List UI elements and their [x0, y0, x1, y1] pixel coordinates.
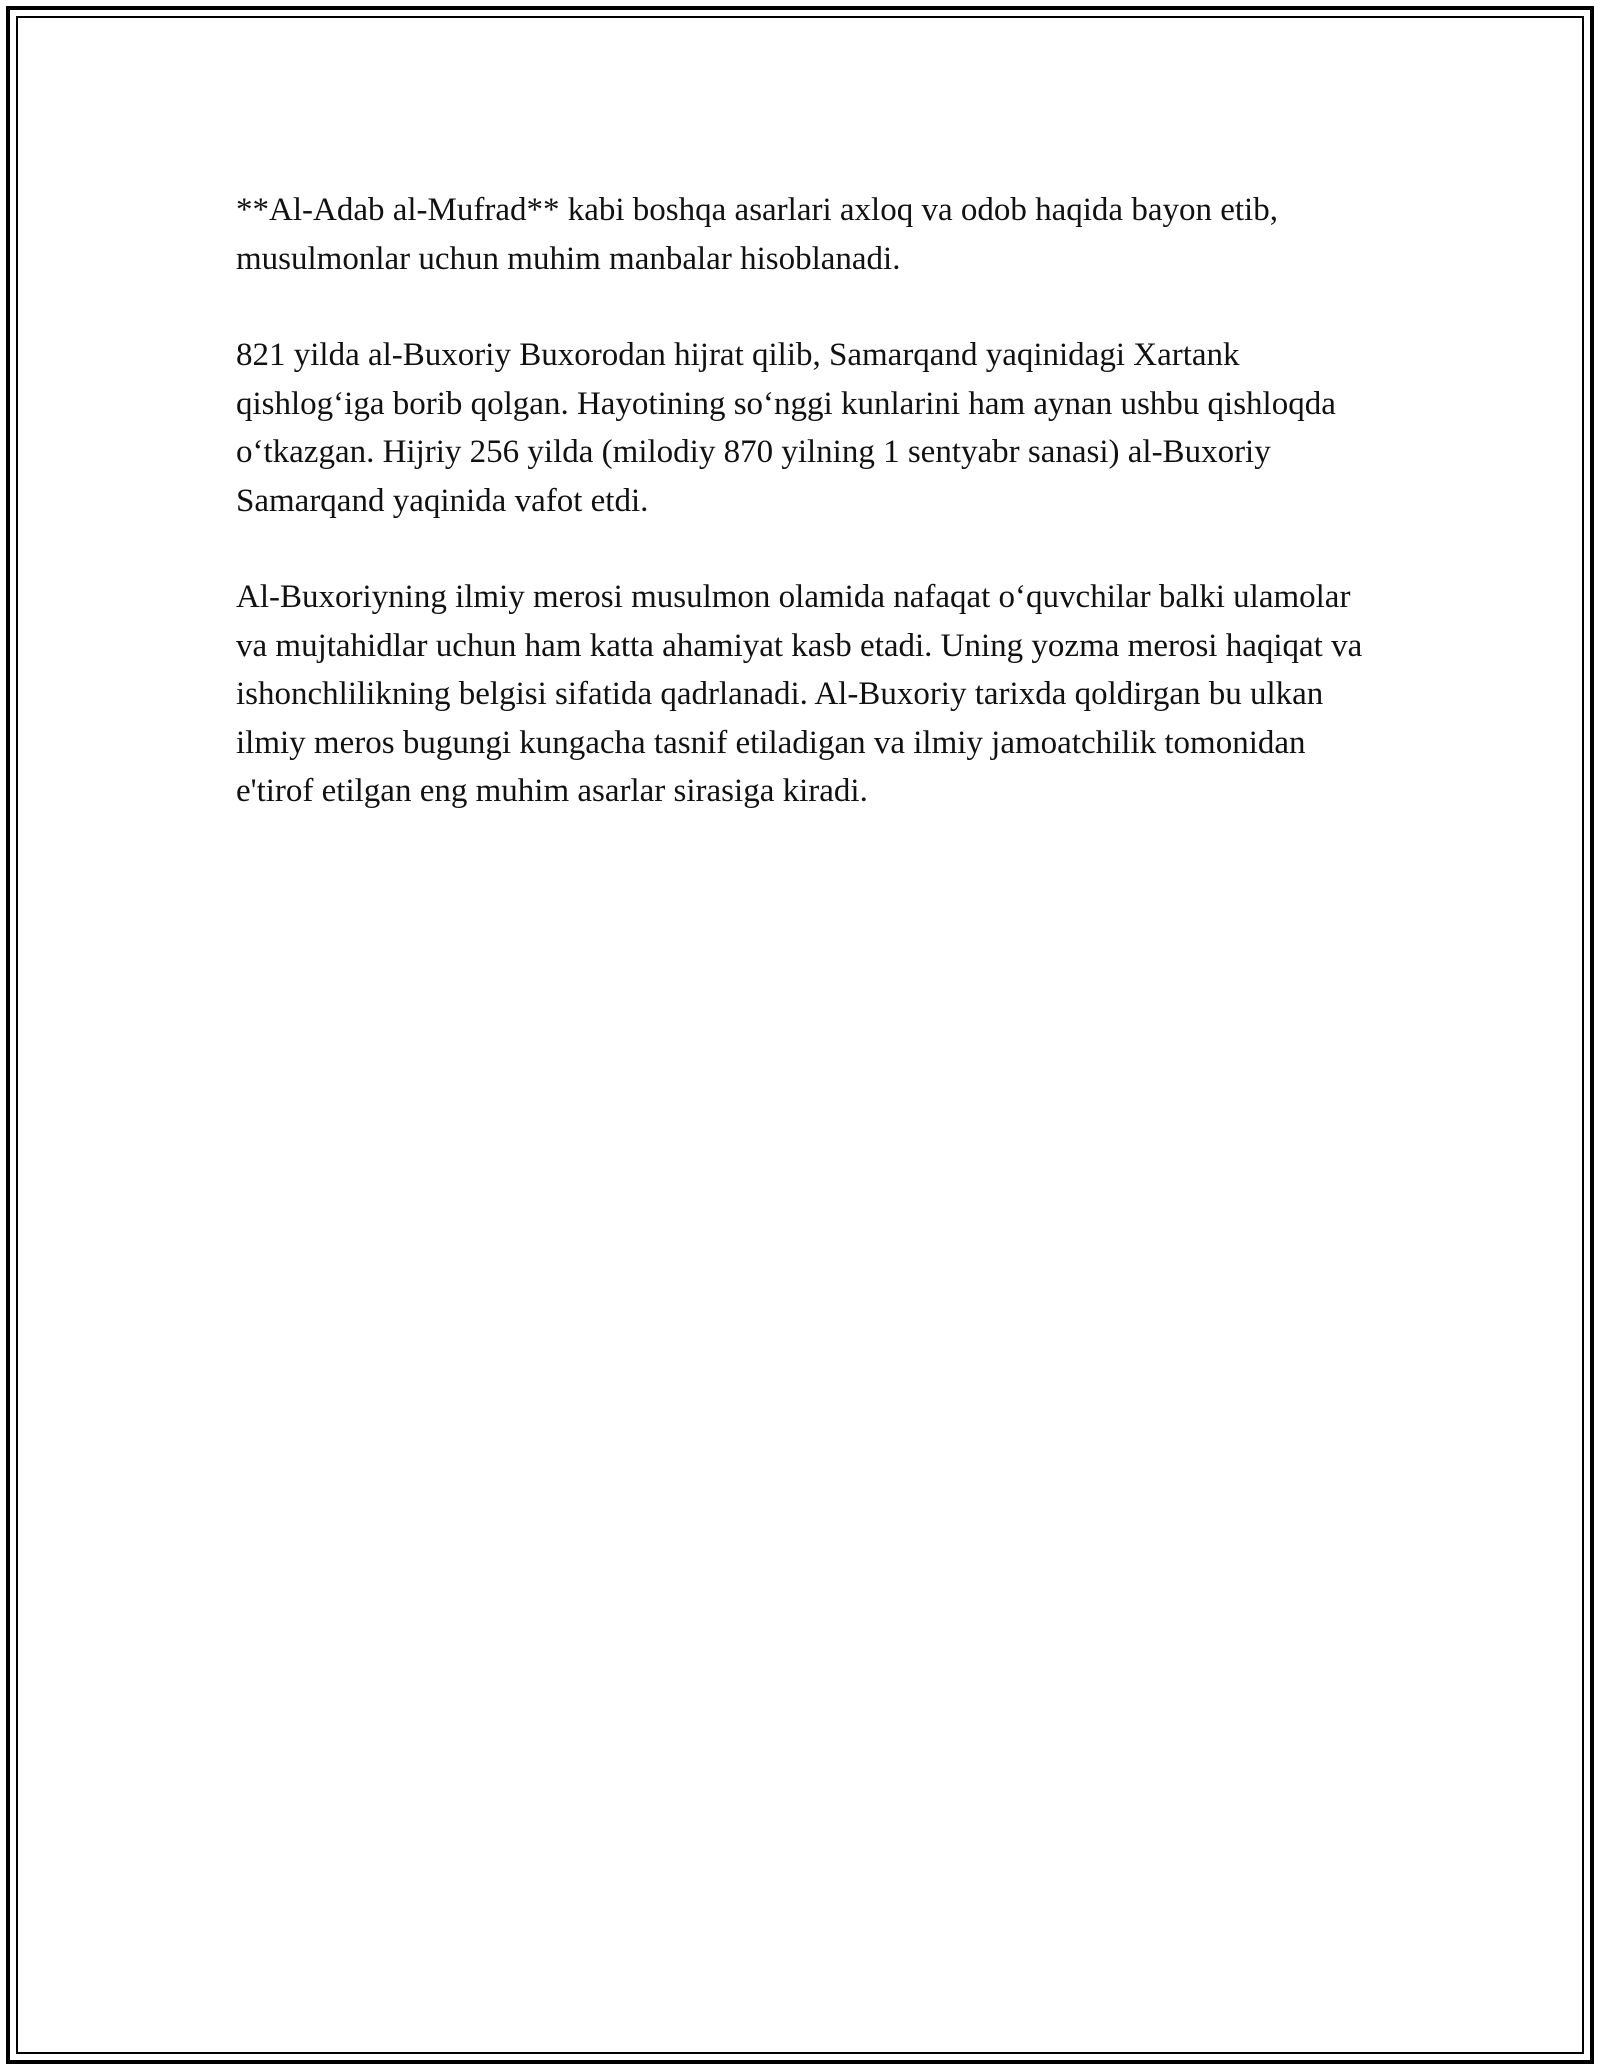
- paragraph-migration-death: 821 yilda al-Buxoriy Buxorodan hijrat qilib, Samarqand yaqinidagi Xartank qishlog‘iga borib qolgan. Hayotining so‘nggi kunlarini ham aynan ushbu qishloqda o‘tkazgan. Hijriy 256 yilda (milodiy 870 yilning 1 sentyabr sanasi) al-Buxoriy Samarqand yaqinida vafot etdi.: [236, 337, 1336, 519]
- paragraph-al-adab: **Al-Adab al-Mufrad** kabi boshqa asarlari axloq va odob haqida bayon etib, musulmonlar uchun muhim manbalar hisoblanadi.: [236, 192, 1278, 277]
- paragraph-legacy: Al-Buxoriyning ilmiy merosi musulmon olamida nafaqat o‘quvchilar balki ulamolar va mujtahidlar uchun ham katta ahamiyat kasb etadi. Uning yozma merosi haqiqat va ishonchlilikning belgisi sifatida qadrlanadi. Al-Buxoriy tarixda qoldirgan bu ulkan ilmiy meros bugungi kungacha tasnif etiladigan va ilmiy jamoatchilik tomonidan e'tirof etilgan eng muhim asarlar sirasiga kiradi.: [236, 579, 1363, 809]
- document-body: [236, 186, 1366, 864]
